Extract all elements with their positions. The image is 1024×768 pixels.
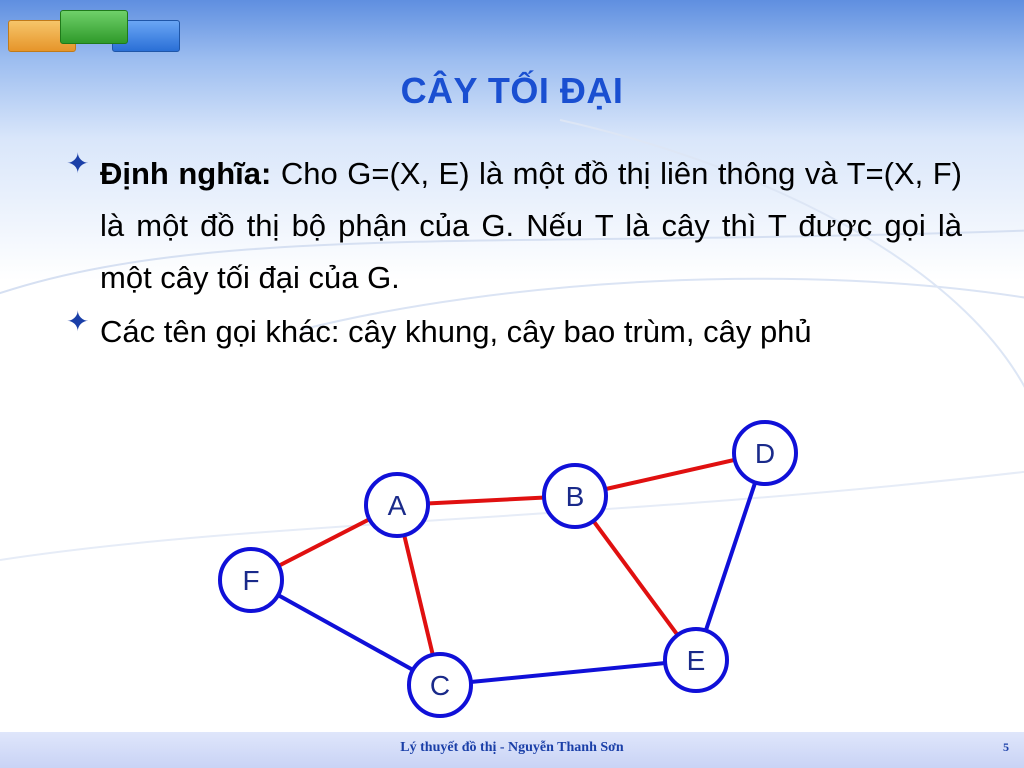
bullet-label: Định nghĩa: <box>100 156 272 191</box>
graph-node-F <box>220 549 282 611</box>
graph-node-A <box>366 474 428 536</box>
bullet-body: Cho G=(X, E) là một đồ thị liên thông và T=(X, F) là một đồ thị bộ phận của G. Nếu T là cây thì T được gọi là một cây tối đại của G. <box>100 156 962 295</box>
node-label: D <box>754 438 776 469</box>
graph-edge-C-E <box>440 660 696 685</box>
bullet-star-icon: ✦ <box>66 148 90 179</box>
page-number: 5 <box>1003 740 1009 754</box>
node-label: C <box>429 670 451 701</box>
node-label: E <box>686 645 706 676</box>
footer-text: Lý thuyết đồ thị - Nguyễn Thanh Sơn <box>400 740 624 755</box>
graph-node-D <box>734 422 796 484</box>
graph-node-C <box>409 654 471 716</box>
bullet-star-icon: ✦ <box>66 306 90 337</box>
graph-node-E <box>665 629 727 691</box>
graph-node-B <box>544 465 606 527</box>
slide-title: CÂY TỐI ĐẠI <box>400 70 624 111</box>
node-label: F <box>242 565 260 596</box>
node-label: A <box>387 490 407 521</box>
bullet-body: Các tên gọi khác: cây khung, cây bao trùm, cây phủ <box>100 314 812 349</box>
node-label: B <box>565 481 585 512</box>
